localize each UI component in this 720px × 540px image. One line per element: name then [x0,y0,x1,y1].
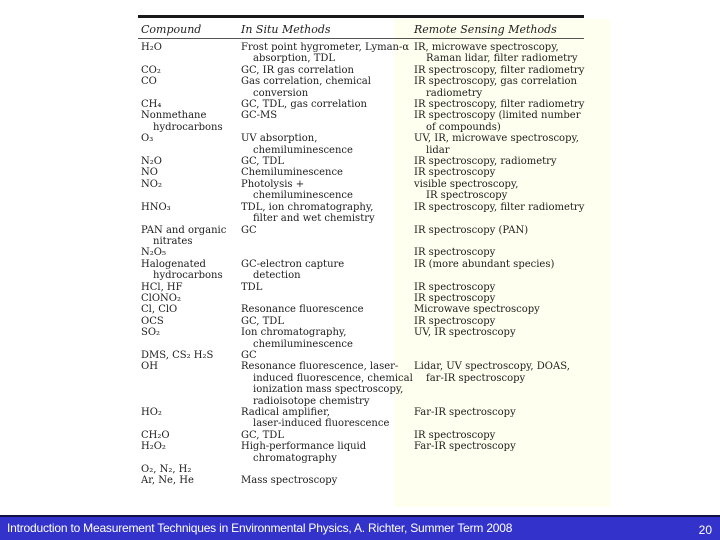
cell-line: Far-IR spectroscopy [414,441,516,453]
table-row [138,202,584,225]
remote-cell [411,202,584,225]
cell-line: TDL [241,281,263,293]
cell-line: CO₂ [141,64,161,76]
table-row [138,42,584,65]
in-situ-cell [241,156,411,167]
cell-line: IR spectroscopy [426,190,508,202]
table-row [138,407,584,430]
cell-line: IR (more abundant species) [414,258,555,270]
cell-line: NO₂ [141,178,162,190]
remote-cell [411,327,584,350]
cell-line: of compounds) [426,121,501,133]
page-number: 20 [698,523,712,537]
cell-line: Lidar, UV spectroscopy, DOAS, [414,361,570,373]
cell-line: detection [253,270,301,282]
cell-line: OH [141,361,158,373]
cell-line: IR spectroscopy, filter radiometry [414,64,585,76]
remote-cell [411,259,584,282]
remote-cell [411,225,584,248]
cell-line: lidar [426,144,450,156]
remote-cell [411,282,584,293]
cell-line: chromatography [253,452,337,464]
table-row [138,65,584,76]
cell-line: CH₄ [141,99,162,111]
cell-line: visible spectroscopy, [414,178,519,190]
cell-line: SO₂ [141,327,161,339]
cell-line: induced fluorescence, chemical [253,372,413,384]
compound-cell [138,350,241,361]
in-situ-cell [241,293,411,304]
cell-line: GC, TDL [241,315,284,327]
cell-line: GC, TDL, gas correlation [241,99,367,111]
remote-cell [411,156,584,167]
cell-line: hydrocarbons [153,270,223,282]
cell-line: hydrocarbons [153,121,223,133]
in-situ-cell [241,350,411,361]
table-row [138,304,584,315]
table-row [138,76,584,99]
cell-line: IR spectroscopy (limited number [414,110,581,122]
cell-line: N₂O₅ [141,247,166,259]
in-situ-cell [241,65,411,76]
table-row [138,430,584,441]
cell-line: PAN and organic [141,224,227,236]
in-situ-cell [241,76,411,99]
table-row [138,247,584,258]
cell-line: HNO₃ [141,201,171,213]
in-situ-cell [241,361,411,407]
cell-line: Microwave spectroscopy [414,304,540,316]
cell-line: High-performance liquid [241,441,367,453]
cell-line: Chemiluminescence [241,167,343,179]
cell-line: GC-electron capture [241,258,345,270]
cell-line: Mass spectroscopy [241,475,338,487]
in-situ-cell [241,133,411,156]
in-situ-cell [241,464,411,487]
compound-cell [138,133,241,156]
remote-cell [411,247,584,258]
cell-line: IR spectroscopy (PAN) [414,224,529,236]
remote-cell [411,407,584,430]
cell-line: OCS [141,315,164,327]
table-row [138,441,584,464]
in-situ-cell [241,225,411,248]
in-situ-cell [241,304,411,315]
cell-line [241,464,411,475]
cell-line: far-IR spectroscopy [426,372,526,384]
compound-cell [138,361,241,407]
table-row [138,282,584,293]
table-row [138,350,584,361]
remote-cell [411,76,584,99]
remote-cell [411,316,584,327]
cell-line: chemiluminescence [253,190,353,202]
table-row [138,156,584,167]
cell-line: IR spectroscopy, filter radiometry [414,201,585,213]
in-situ-cell [241,327,411,350]
cell-line: IR spectroscopy [414,167,496,179]
remote-cell [411,304,584,315]
cell-line: conversion [253,87,309,99]
table-header-rule [138,38,584,39]
cell-line: DMS, CS₂ H₂S [141,349,214,361]
cell-line: ionization mass spectroscopy, [253,384,404,396]
cell-line [414,350,584,361]
cell-line: chemiluminescence [253,338,353,350]
compound-cell [138,316,241,327]
slide-footer [0,515,720,540]
remote-cell [411,464,584,487]
cell-line: Photolysis + [241,178,305,190]
cell-line: UV absorption, [241,133,318,145]
cell-line: Frost point hygrometer, Lyman-α [241,42,410,53]
table-row [138,167,584,178]
remote-cell [411,42,584,65]
compound-cell [138,42,241,65]
header-remote: Remote Sensing Methods [414,23,557,36]
cell-line: HCl, HF [141,281,183,293]
compound-cell [138,407,241,430]
cell-line: Resonance fluorescence, laser- [241,361,399,373]
cell-line: Halogenated [141,258,206,270]
compound-cell [138,430,241,441]
cell-line: chemiluminescence [253,144,353,156]
cell-line: Nonmethane [141,110,207,122]
table-body [138,42,584,487]
cell-line [241,247,411,258]
table-row [138,225,584,248]
cell-line: H₂O [141,42,162,53]
cell-line: IR spectroscopy [414,429,496,441]
cell-line: ClONO₂ [141,292,182,304]
table-row [138,259,584,282]
compound-cell [138,259,241,282]
cell-line: GC, TDL [241,156,284,168]
table-row [138,316,584,327]
compound-cell [138,156,241,167]
cell-line: nitrates [153,235,193,247]
remote-cell [411,430,584,441]
compound-cell [138,179,241,202]
cell-line: Radical amplifier, [241,407,330,418]
compound-cell [138,202,241,225]
cell-line: radioisotope chemistry [253,395,370,407]
compound-cell [138,99,241,110]
cell-line: IR spectroscopy [414,292,496,304]
in-situ-cell [241,167,411,178]
cell-line: TDL, ion chromatography, [241,201,374,213]
compound-cell [138,441,241,464]
cell-line: N₂O [141,156,162,168]
cell-line: GC, IR gas correlation [241,64,354,76]
compound-cell [138,225,241,248]
in-situ-cell [241,430,411,441]
header-in-situ: In Situ Methods [241,23,331,36]
cell-line: Far-IR spectroscopy [414,407,516,418]
in-situ-cell [241,110,411,133]
cell-line: Cl, ClO [141,304,178,316]
remote-cell [411,361,584,407]
cell-line: Resonance fluorescence [241,304,364,316]
cell-line: IR spectroscopy [414,247,496,259]
cell-line: IR spectroscopy, gas correlation [414,76,577,88]
remote-cell [411,99,584,110]
cell-line: IR spectroscopy [414,281,496,293]
remote-cell [411,110,584,133]
in-situ-cell [241,441,411,464]
remote-cell [411,179,584,202]
remote-cell [411,350,584,361]
cell-line: O₃ [141,133,154,145]
table-row [138,99,584,110]
table-row [138,327,584,350]
in-situ-cell [241,179,411,202]
compound-cell [138,304,241,315]
cell-line: GC, TDL [241,429,284,441]
compound-cell [138,464,241,487]
remote-cell [411,65,584,76]
compound-cell [138,282,241,293]
cell-line: Ion chromatography, [241,327,347,339]
in-situ-cell [241,316,411,327]
cell-line: IR, microwave spectroscopy, [414,42,559,53]
remote-cell [411,167,584,178]
in-situ-cell [241,42,411,65]
compound-cell [138,247,241,258]
compound-cell [138,110,241,133]
table-row [138,464,584,487]
cell-line: CH₂O [141,429,170,441]
cell-line: Ar, Ne, He [141,475,194,487]
compound-cell [138,76,241,99]
cell-line: O₂, N₂, H₂ [141,464,192,476]
in-situ-cell [241,247,411,258]
cell-line: GC [241,349,257,361]
in-situ-cell [241,282,411,293]
methods-table [138,15,584,487]
header-compound: Compound [141,23,202,36]
table-row [138,361,584,407]
cell-line: HO₂ [141,407,162,418]
table-row [138,293,584,304]
in-situ-cell [241,407,411,430]
cell-line: NO [141,167,158,179]
cell-line: laser-induced fluorescence [253,418,390,430]
cell-line: UV, IR, microwave spectroscopy, [414,133,579,145]
cell-line: Gas correlation, chemical [241,76,371,88]
cell-line: CO [141,76,157,88]
cell-line: IR spectroscopy [414,315,496,327]
remote-cell [411,133,584,156]
in-situ-cell [241,99,411,110]
remote-cell [411,441,584,464]
table-row [138,133,584,156]
cell-line: Raman lidar, filter radiometry [426,53,578,65]
in-situ-cell [241,259,411,282]
cell-line: IR spectroscopy, filter radiometry [414,99,585,111]
in-situ-cell [241,202,411,225]
cell-line: H₂O₂ [141,441,166,453]
remote-cell [411,293,584,304]
compound-cell [138,293,241,304]
cell-line: absorption, TDL [253,53,336,65]
compound-cell [138,327,241,350]
compound-cell [138,167,241,178]
cell-line: GC-MS [241,110,278,122]
cell-line [414,464,584,475]
table-header [138,18,584,36]
cell-line: GC [241,224,257,236]
cell-line: IR spectroscopy, radiometry [414,156,557,168]
footer-title: Introduction to Measurement Techniques in Environmental Physics, A. Richter, Summer Term 2008 [7,521,513,535]
cell-line: radiometry [426,87,483,99]
table-row [138,110,584,133]
table-row [138,179,584,202]
cell-line [241,293,411,304]
cell-line: filter and wet chemistry [253,213,375,225]
compound-cell [138,65,241,76]
cell-line: UV, IR spectroscopy [414,327,516,339]
